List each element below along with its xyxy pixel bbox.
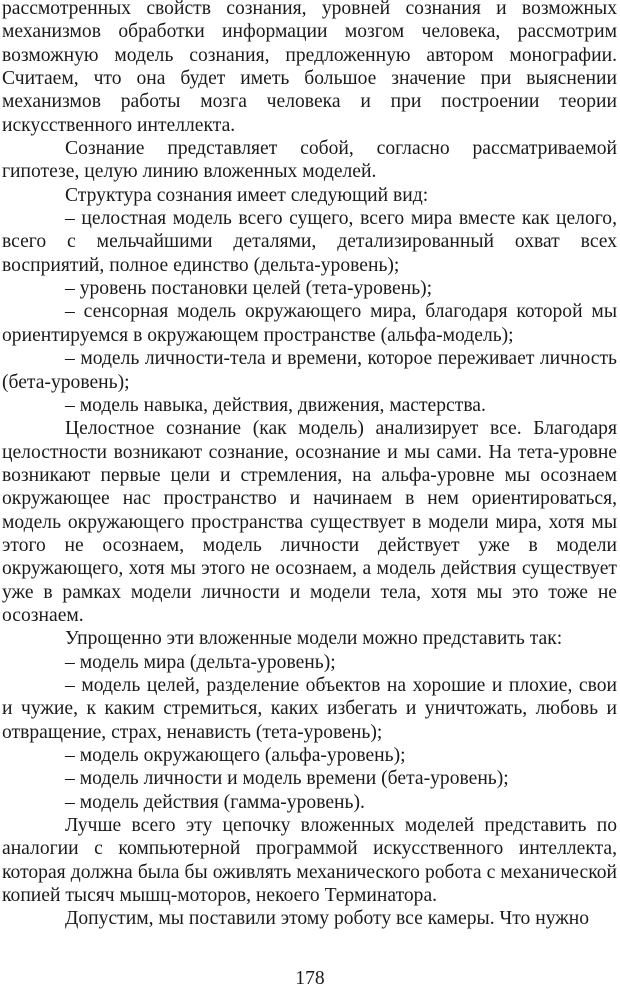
paragraph: Упрощенно эти вложенные модели можно представить так: [65,628,563,650]
paragraph: Лучше всего эту цепочку вложенных моделей представить по аналогии с компьютерной программой искусственного интеллекта, которая должна была бы оживлять механического робота с механической копией тысяч мышц-моторов, некоего Терминатора. [2,815,617,907]
list-item: – уровень постановки целей (тета-уровень); [65,278,433,300]
list-item: – модель мира (дельта-уровень); [65,651,336,673]
list-item: – модель целей, разделение объектов на хорошие и плохие, свои и чужие, к каким стремиться, каких избегать и уничтожать, любовь и отвращение, страх, ненависть (тета-уровень); [2,674,617,743]
list-item: – сенсорная модель окружающего мира, благодаря которой мы ориентируемся в окружающем пространстве (альфа-модель); [2,301,617,346]
page-body-text [2,0,617,931]
paragraph: Допустим, мы поставили этому роботу все камеры. Что нужно [65,908,590,930]
page-number: 178 [295,968,325,989]
list-item: – модель окружающего (альфа-уровень); [65,745,406,766]
paragraph: рассмотренных свойств сознания, уровней сознания и возможных механизмов обработки информации мозгом человека, рассмотрим возможную модель сознания, предложенную автором монографии. Считаем, что она будет иметь большое значение при выяснении механизмов работы мозга человека и при построении теории искусственного интеллекта. [2,0,617,136]
paragraph: Структура сознания имеет следующий вид: [65,184,429,206]
list-item: – модель действия (гамма-уровень). [65,791,365,813]
list-item: – модель личности-тела и времени, которое переживает личность (бета-уровень); [2,348,617,393]
list-item: – целостная модель всего сущего, всего мира вместе как целого, всего с мельчайшими деталями, детализированный охват всех восприятий, полное единство (дельта-уровень); [2,208,617,276]
paragraph: Целостное сознание (как модель) анализирует все. Благодаря целостности возникают сознание, осознание и мы сами. На тета-уровне возникают первые цели и стремления, на альфа-уровне мы осознаем окружающее нас пространство и начинаем в нем ориентироваться, модель окружающего пространства существует в модели мира, хотя мы этого не осознаем, модель личности действует уже в модели окружающего, хотя мы этого не осознаем, а модель действия существует уже в рамках модели личности и модели тела, хотя мы это тоже не осознаем. [2,418,617,626]
paragraph: Сознание представляет собой, согласно рассматриваемой гипотезе, целую линию вложенных моделей. [2,138,617,183]
list-item: – модель личности и модель времени (бета-уровень); [65,768,509,790]
list-item: – модель навыка, действия, движения, мастерства. [65,394,486,416]
